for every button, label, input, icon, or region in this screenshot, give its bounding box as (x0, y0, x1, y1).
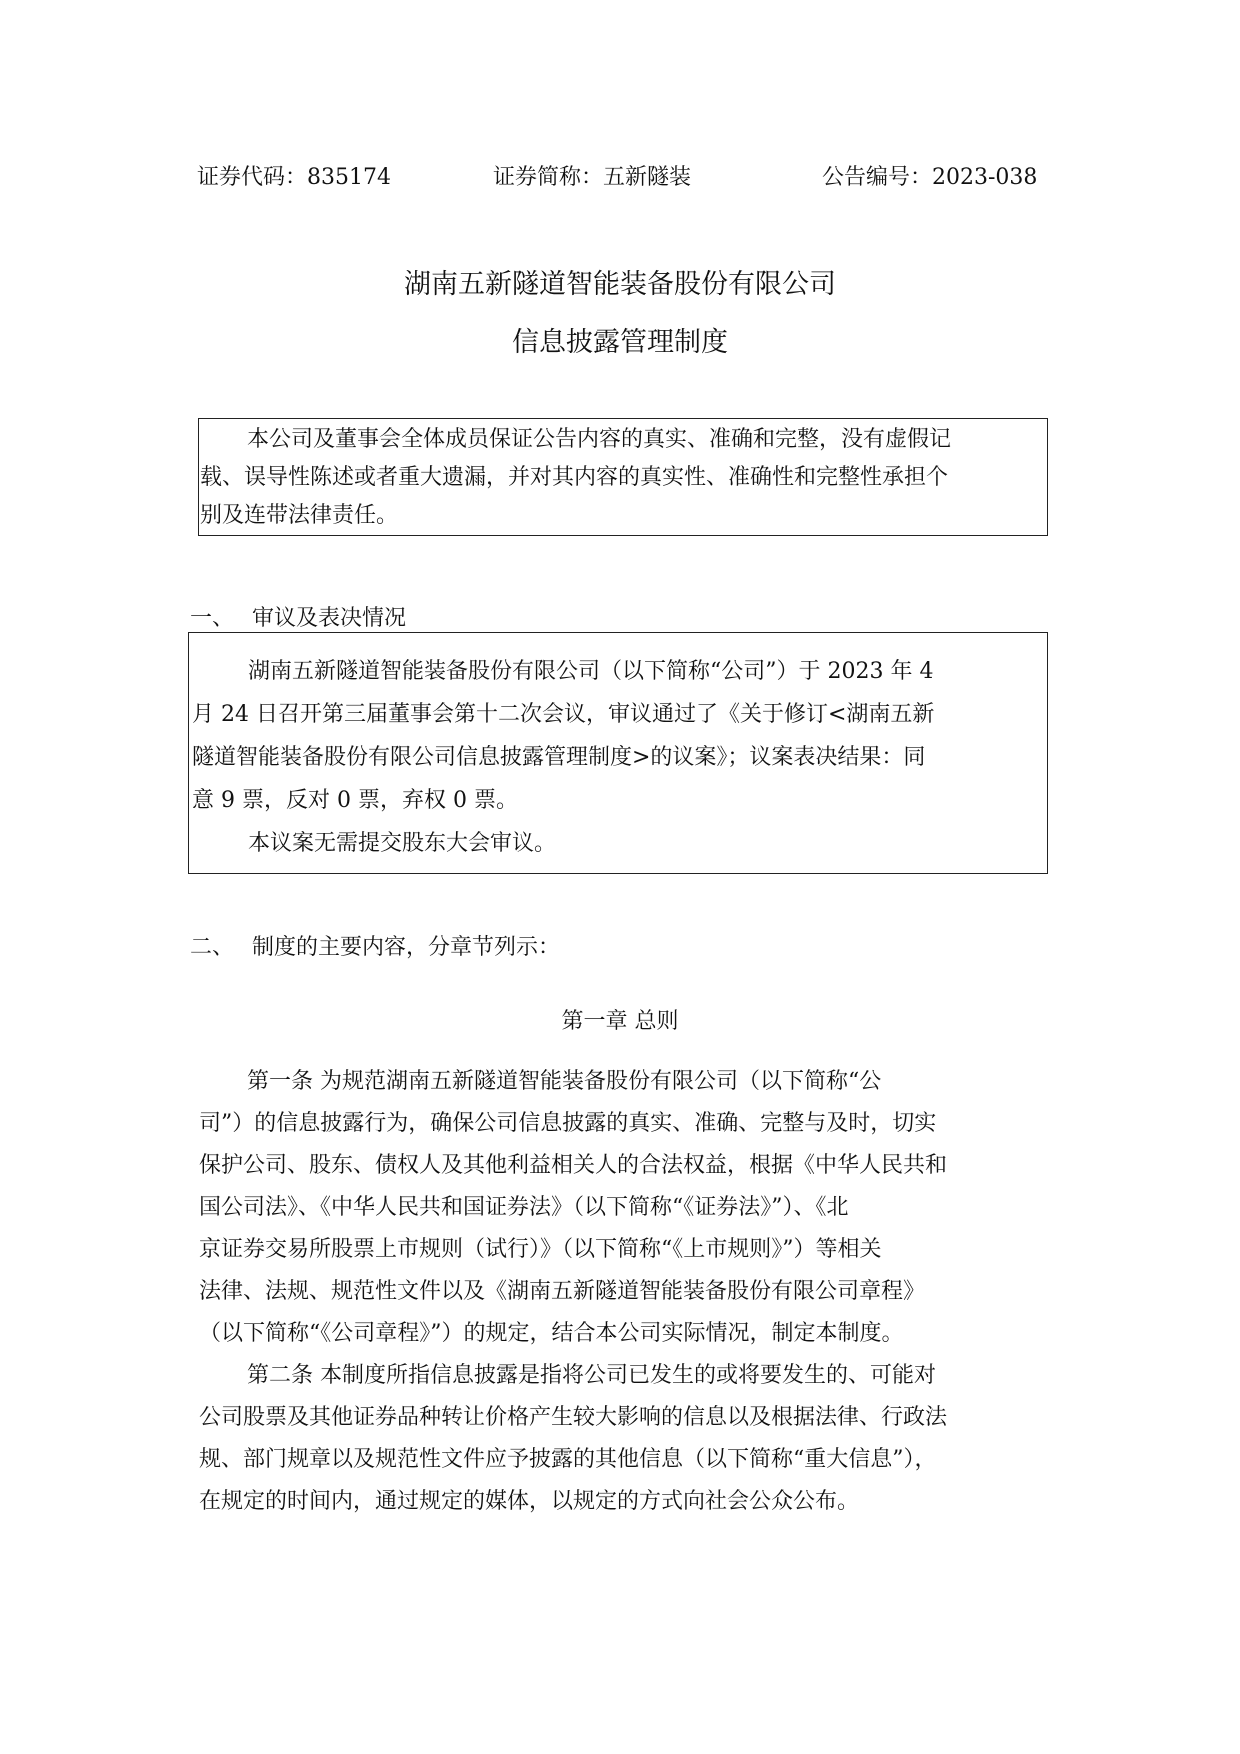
statement-line: 别及连带法律责任。 (200, 503, 399, 528)
notice-number: 公告编号：2023-038 (822, 165, 1038, 190)
section-number: 二、 (190, 935, 235, 960)
article-line: 在规定的时间内，通过规定的媒体，以规定的方式向社会公众公布。 (199, 1489, 860, 1514)
statement-line: 本公司及董事会全体成员保证公告内容的真实、准确和完整，没有虚假记 (247, 427, 952, 452)
statement-line: 载、误导性陈述或者重大遗漏，并对其内容的真实性、准确性和完整性承担个 (200, 465, 949, 490)
security-short-name: 证券简称：五新隧装 (493, 165, 692, 190)
article-line: 国公司法》、《中华人民共和国证券法》（以下简称“《证券法》”）、《北 (199, 1195, 849, 1220)
resolution-line: 本议案无需提交股东大会审议。 (248, 831, 557, 856)
resolution-line: 月 24 日召开第三届董事会第十二次会议，审议通过了《关于修订<湖南五新 (192, 702, 935, 727)
chapter-title: 第一章 总则 (561, 1009, 679, 1034)
section-heading: 审议及表决情况 (252, 606, 407, 631)
article-line: 京证券交易所股票上市规则（试行）》（以下简称“《上市规则》”）等相关 (199, 1237, 882, 1262)
section-heading: 制度的主要内容，分章节列示： (252, 935, 561, 960)
document-title: 信息披露管理制度 (512, 327, 728, 358)
section-number: 一、 (190, 606, 235, 631)
article-line: （以下简称“《公司章程》”）的规定，结合本公司实际情况，制定本制度。 (199, 1321, 904, 1346)
article-line: 规、部门规章以及规范性文件应予披露的其他信息（以下简称“重大信息”）， (199, 1447, 937, 1472)
article-line: 公司股票及其他证券品种转让价格产生较大影响的信息以及根据法律、行政法 (199, 1405, 948, 1430)
article-line: 保护公司、股东、债权人及其他利益相关人的合法权益，根据《中华人民共和 (199, 1153, 948, 1178)
security-code: 证券代码：835174 (197, 165, 391, 190)
article-line: 第一条 为规范湖南五新隧道智能装备股份有限公司（以下简称“公 (247, 1069, 882, 1094)
article-line: 司”）的信息披露行为，确保公司信息披露的真实、准确、完整与及时，切实 (199, 1111, 937, 1136)
company-title: 湖南五新隧道智能装备股份有限公司 (404, 269, 836, 300)
resolution-line: 隧道智能装备股份有限公司信息披露管理制度>的议案》；议案表决结果：同 (192, 745, 926, 770)
resolution-line: 意 9 票，反对 0 票，弃权 0 票。 (192, 788, 518, 813)
resolution-line: 湖南五新隧道智能装备股份有限公司（以下简称“公司”）于 2023 年 4 (248, 659, 934, 684)
article-line: 法律、法规、规范性文件以及《湖南五新隧道智能装备股份有限公司章程》 (199, 1279, 926, 1304)
article-line: 第二条 本制度所指信息披露是指将公司已发生的或将要发生的、可能对 (247, 1363, 936, 1388)
